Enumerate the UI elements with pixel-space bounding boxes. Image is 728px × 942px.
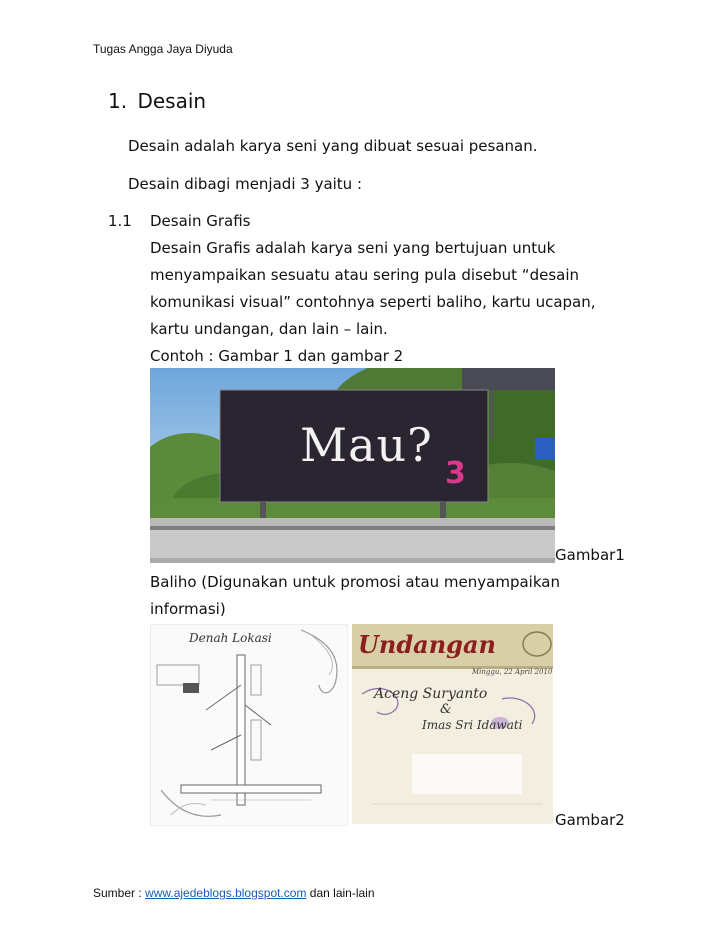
- intro-line-1: Desain adalah karya seni yang dibuat sesuai pesanan.: [128, 137, 538, 155]
- invitation-ampersand: &: [440, 702, 452, 717]
- footer-prefix: Sumber :: [93, 886, 146, 900]
- subsection-number: 1.1: [108, 212, 132, 230]
- invitation-title: Undangan: [358, 630, 496, 659]
- location-map-graphic: [151, 625, 347, 825]
- footer-suffix: dan lain-lain: [306, 886, 375, 900]
- description-line: informasi): [150, 600, 226, 618]
- invitation-name-2: Imas Sri Idawati: [422, 718, 523, 732]
- intro-line-2: Desain dibagi menjadi 3 yaitu :: [128, 175, 363, 193]
- subsection-title: Desain Grafis: [150, 212, 251, 230]
- section-heading: [108, 89, 206, 113]
- figure2-caption: Gambar2: [555, 811, 625, 829]
- body-line: Desain Grafis adalah karya seni yang bertujuan untuk: [150, 239, 556, 257]
- page-footer: [93, 886, 375, 900]
- description-line: Baliho (Digunakan untuk promosi atau menyampaikan: [150, 573, 560, 591]
- figure1-caption: Gambar1: [555, 546, 625, 564]
- subsection-body: [150, 235, 596, 370]
- section-title: Desain: [137, 89, 207, 113]
- invitation-date: Minggu, 22 April 2010: [472, 668, 553, 676]
- body-line: Contoh : Gambar 1 dan gambar 2: [150, 347, 404, 365]
- body-line: komunikasi visual” contohnya seperti baliho, kartu ucapan,: [150, 293, 596, 311]
- source-link[interactable]: www.ajedeblogs.blogspot.com: [145, 886, 307, 900]
- billboard-photo: [150, 368, 555, 563]
- section-number: 1.: [108, 89, 128, 113]
- invitation-name-1: Aceng Suryanto: [374, 686, 488, 702]
- page-header: Tugas Angga Jaya Diyuda: [93, 42, 233, 56]
- location-map-card: [150, 624, 348, 826]
- map-title: Denah Lokasi: [189, 631, 272, 645]
- body-line: menyampaikan sesuatu atau sering pula disebut “desain: [150, 266, 579, 284]
- invitation-card: [352, 624, 553, 824]
- billboard-logo: 3: [445, 456, 466, 491]
- figure1-description: [150, 569, 560, 623]
- body-line: kartu undangan, dan lain – lain.: [150, 320, 388, 338]
- billboard-text: Mau?: [300, 418, 433, 472]
